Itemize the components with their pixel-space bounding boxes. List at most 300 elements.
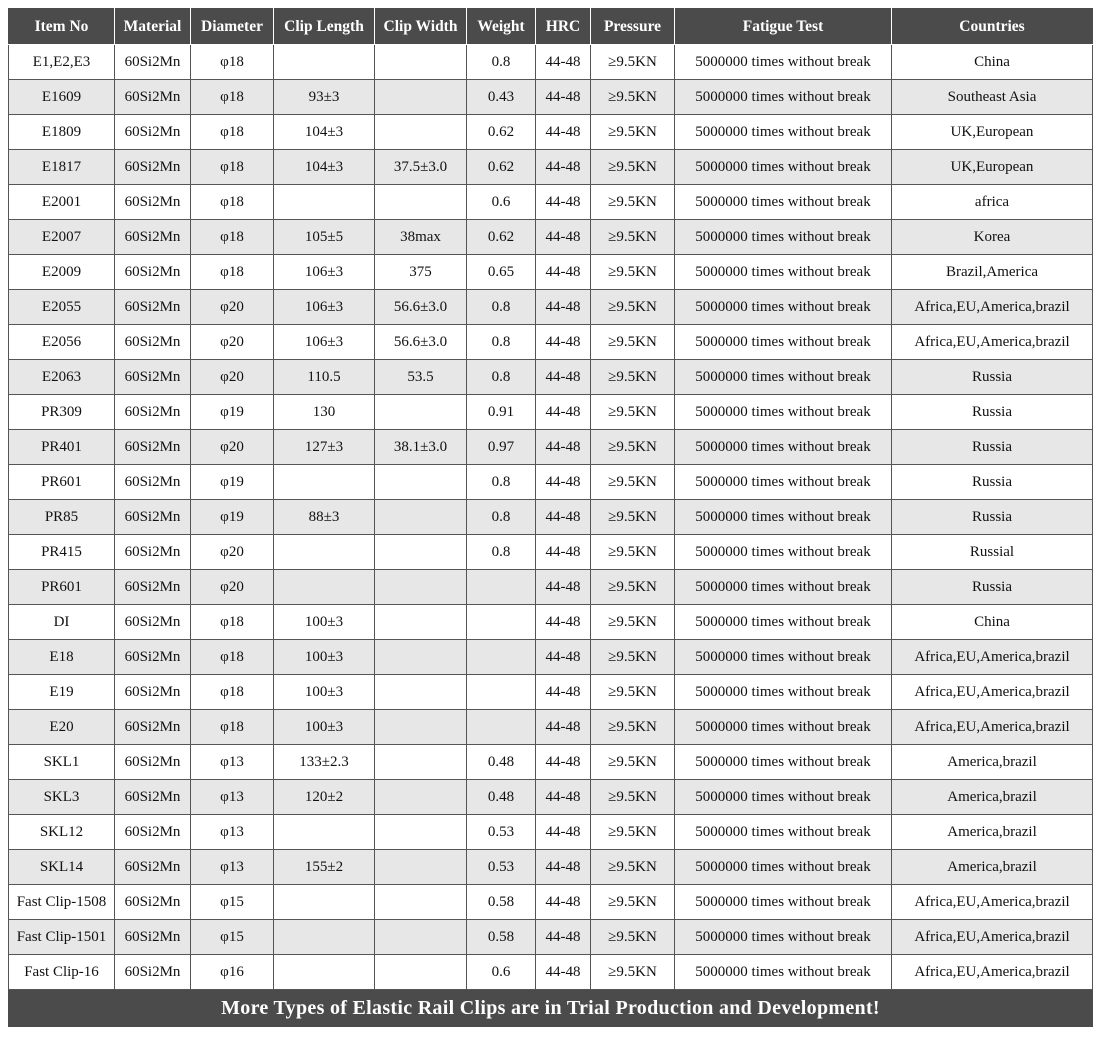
table-row: [9, 710, 1093, 745]
table-cell: [375, 115, 467, 150]
table-cell: 60Si2Mn: [115, 80, 191, 115]
table-cell: 5000000 times without break: [675, 45, 892, 80]
table-cell: 5000000 times without break: [675, 150, 892, 185]
table-cell: 44-48: [536, 850, 591, 885]
table-cell: [375, 815, 467, 850]
table-cell: 44-48: [536, 920, 591, 955]
table-cell: [375, 535, 467, 570]
table-cell: φ18: [191, 710, 274, 745]
table-cell: 0.58: [467, 885, 536, 920]
table-cell: ≥9.5KN: [591, 325, 675, 360]
table-cell: 0.43: [467, 80, 536, 115]
table-cell: 60Si2Mn: [115, 920, 191, 955]
table-cell: 106±3: [274, 325, 375, 360]
table-cell: φ20: [191, 360, 274, 395]
table-cell: 60Si2Mn: [115, 325, 191, 360]
table-cell: φ19: [191, 465, 274, 500]
table-cell: 0.8: [467, 360, 536, 395]
table-cell: 60Si2Mn: [115, 605, 191, 640]
table-cell: ≥9.5KN: [591, 115, 675, 150]
table-cell: 44-48: [536, 360, 591, 395]
table-cell: 5000000 times without break: [675, 850, 892, 885]
table-cell: ≥9.5KN: [591, 500, 675, 535]
table-cell: 44-48: [536, 80, 591, 115]
table-cell: 56.6±3.0: [375, 325, 467, 360]
table-cell: ≥9.5KN: [591, 535, 675, 570]
table-cell: φ15: [191, 885, 274, 920]
table-cell: [274, 815, 375, 850]
table-cell: ≥9.5KN: [591, 290, 675, 325]
table-cell: 44-48: [536, 45, 591, 80]
table-cell: 100±3: [274, 675, 375, 710]
table-cell: E1609: [9, 80, 115, 115]
table-cell: Korea: [892, 220, 1093, 255]
table-row: [9, 360, 1093, 395]
table-cell: 60Si2Mn: [115, 955, 191, 990]
table-row: [9, 605, 1093, 640]
table-cell: 60Si2Mn: [115, 220, 191, 255]
table-cell: ≥9.5KN: [591, 955, 675, 990]
table-cell: [375, 885, 467, 920]
table-cell: Fast Clip-16: [9, 955, 115, 990]
table-cell: 60Si2Mn: [115, 780, 191, 815]
table-row: [9, 955, 1093, 990]
table-cell: E2007: [9, 220, 115, 255]
table-cell: 44-48: [536, 465, 591, 500]
table-cell: 0.8: [467, 325, 536, 360]
table-cell: [375, 465, 467, 500]
table-cell: 0.91: [467, 395, 536, 430]
table-cell: Russia: [892, 395, 1093, 430]
table-cell: Africa,EU,America,brazil: [892, 955, 1093, 990]
table-cell: E18: [9, 640, 115, 675]
table-row: [9, 745, 1093, 780]
table-cell: 60Si2Mn: [115, 640, 191, 675]
table-cell: 44-48: [536, 220, 591, 255]
table-row: [9, 185, 1093, 220]
table-cell: φ18: [191, 640, 274, 675]
table-cell: 130: [274, 395, 375, 430]
table-cell: φ20: [191, 570, 274, 605]
table-cell: 44-48: [536, 815, 591, 850]
table-cell: [375, 395, 467, 430]
table-cell: America,brazil: [892, 815, 1093, 850]
table-cell: 5000000 times without break: [675, 710, 892, 745]
table-cell: 5000000 times without break: [675, 815, 892, 850]
table-row: [9, 920, 1093, 955]
table-cell: Africa,EU,America,brazil: [892, 675, 1093, 710]
table-cell: UK,European: [892, 150, 1093, 185]
table-cell: 5000000 times without break: [675, 220, 892, 255]
table-cell: 44-48: [536, 290, 591, 325]
table-cell: America,brazil: [892, 745, 1093, 780]
table-row: [9, 640, 1093, 675]
table-cell: Africa,EU,America,brazil: [892, 290, 1093, 325]
table-row: [9, 885, 1093, 920]
table-header: [9, 9, 1093, 45]
table-cell: Africa,EU,America,brazil: [892, 325, 1093, 360]
table-cell: [375, 675, 467, 710]
table-cell: 106±3: [274, 290, 375, 325]
table-cell: ≥9.5KN: [591, 255, 675, 290]
table-row: [9, 290, 1093, 325]
table-cell: [375, 780, 467, 815]
table-cell: 0.48: [467, 745, 536, 780]
table-cell: φ13: [191, 745, 274, 780]
table-cell: 60Si2Mn: [115, 815, 191, 850]
table-cell: 0.65: [467, 255, 536, 290]
table-cell: φ20: [191, 430, 274, 465]
column-header-hrc: HRC: [536, 9, 591, 45]
table-cell: 44-48: [536, 535, 591, 570]
table-cell: 44-48: [536, 605, 591, 640]
column-header-diameter: Diameter: [191, 9, 274, 45]
table-cell: 0.53: [467, 850, 536, 885]
table-cell: ≥9.5KN: [591, 815, 675, 850]
table-cell: φ13: [191, 780, 274, 815]
table-cell: 5000000 times without break: [675, 185, 892, 220]
table-cell: [467, 640, 536, 675]
table-cell: ≥9.5KN: [591, 570, 675, 605]
table-cell: φ19: [191, 500, 274, 535]
rail-clip-spec-sheet: [8, 8, 1092, 1027]
table-cell: E1817: [9, 150, 115, 185]
table-cell: 100±3: [274, 640, 375, 675]
table-cell: 44-48: [536, 185, 591, 220]
table-cell: 0.58: [467, 920, 536, 955]
table-cell: E2056: [9, 325, 115, 360]
table-cell: Africa,EU,America,brazil: [892, 885, 1093, 920]
table-cell: SKL1: [9, 745, 115, 780]
table-cell: China: [892, 605, 1093, 640]
table-row: [9, 255, 1093, 290]
column-header-pressure: Pressure: [591, 9, 675, 45]
table-row: [9, 780, 1093, 815]
table-cell: E20: [9, 710, 115, 745]
table-cell: 104±3: [274, 150, 375, 185]
table-cell: 5000000 times without break: [675, 605, 892, 640]
table-cell: [375, 80, 467, 115]
table-cell: Brazil,America: [892, 255, 1093, 290]
table-cell: 60Si2Mn: [115, 850, 191, 885]
table-cell: SKL14: [9, 850, 115, 885]
table-cell: ≥9.5KN: [591, 640, 675, 675]
table-cell: China: [892, 45, 1093, 80]
table-cell: φ20: [191, 290, 274, 325]
table-cell: ≥9.5KN: [591, 675, 675, 710]
table-cell: 93±3: [274, 80, 375, 115]
column-header-clip-width: Clip Width: [375, 9, 467, 45]
table-cell: Russia: [892, 430, 1093, 465]
table-cell: Africa,EU,America,brazil: [892, 920, 1093, 955]
table-cell: 44-48: [536, 115, 591, 150]
table-row: [9, 115, 1093, 150]
table-cell: [274, 955, 375, 990]
table-cell: PR601: [9, 465, 115, 500]
table-cell: 60Si2Mn: [115, 360, 191, 395]
table-cell: 5000000 times without break: [675, 395, 892, 430]
table-cell: 5000000 times without break: [675, 920, 892, 955]
table-cell: 5000000 times without break: [675, 640, 892, 675]
table-cell: Southeast Asia: [892, 80, 1093, 115]
table-cell: E19: [9, 675, 115, 710]
table-cell: ≥9.5KN: [591, 430, 675, 465]
table-cell: 60Si2Mn: [115, 570, 191, 605]
table-cell: 44-48: [536, 745, 591, 780]
table-cell: 5000000 times without break: [675, 325, 892, 360]
table-cell: 44-48: [536, 430, 591, 465]
table-cell: 88±3: [274, 500, 375, 535]
table-cell: 0.62: [467, 220, 536, 255]
table-cell: 0.97: [467, 430, 536, 465]
table-cell: φ18: [191, 185, 274, 220]
table-cell: Fast Clip-1501: [9, 920, 115, 955]
table-cell: 100±3: [274, 605, 375, 640]
table-cell: ≥9.5KN: [591, 220, 675, 255]
table-cell: 60Si2Mn: [115, 150, 191, 185]
table-cell: Russia: [892, 570, 1093, 605]
table-cell: 44-48: [536, 955, 591, 990]
table-cell: [467, 675, 536, 710]
table-cell: 5000000 times without break: [675, 430, 892, 465]
column-header-fatigue-test: Fatigue Test: [675, 9, 892, 45]
table-cell: 0.48: [467, 780, 536, 815]
table-cell: 56.6±3.0: [375, 290, 467, 325]
table-cell: [274, 570, 375, 605]
table-cell: 44-48: [536, 570, 591, 605]
table-cell: E2009: [9, 255, 115, 290]
table-cell: 105±5: [274, 220, 375, 255]
table-cell: PR415: [9, 535, 115, 570]
table-cell: 5000000 times without break: [675, 80, 892, 115]
table-cell: ≥9.5KN: [591, 150, 675, 185]
table-cell: 38max: [375, 220, 467, 255]
table-cell: φ13: [191, 850, 274, 885]
table-cell: 60Si2Mn: [115, 500, 191, 535]
table-cell: 44-48: [536, 150, 591, 185]
table-cell: 100±3: [274, 710, 375, 745]
table-cell: [375, 710, 467, 745]
table-cell: E2055: [9, 290, 115, 325]
table-cell: 110.5: [274, 360, 375, 395]
table-cell: 44-48: [536, 710, 591, 745]
table-cell: φ18: [191, 255, 274, 290]
table-row: [9, 675, 1093, 710]
footer-banner: More Types of Elastic Rail Clips are in Trial Production and Development!: [9, 990, 1093, 1027]
table-cell: ≥9.5KN: [591, 80, 675, 115]
table-row: [9, 220, 1093, 255]
table-cell: 5000000 times without break: [675, 500, 892, 535]
table-cell: φ18: [191, 220, 274, 255]
table-cell: 5000000 times without break: [675, 255, 892, 290]
table-cell: Russia: [892, 360, 1093, 395]
table-cell: 44-48: [536, 675, 591, 710]
table-cell: [375, 955, 467, 990]
table-cell: ≥9.5KN: [591, 395, 675, 430]
table-cell: 5000000 times without break: [675, 115, 892, 150]
table-cell: [274, 885, 375, 920]
table-cell: [467, 605, 536, 640]
table-cell: 38.1±3.0: [375, 430, 467, 465]
column-header-material: Material: [115, 9, 191, 45]
table-cell: 60Si2Mn: [115, 45, 191, 80]
table-row: [9, 150, 1093, 185]
table-cell: DI: [9, 605, 115, 640]
table-cell: 104±3: [274, 115, 375, 150]
table-cell: [375, 570, 467, 605]
table-cell: 127±3: [274, 430, 375, 465]
table-cell: Russial: [892, 535, 1093, 570]
table-cell: [375, 920, 467, 955]
table-body: [9, 45, 1093, 990]
table-cell: PR601: [9, 570, 115, 605]
table-cell: [375, 745, 467, 780]
column-header-clip-length: Clip Length: [274, 9, 375, 45]
table-cell: ≥9.5KN: [591, 185, 675, 220]
table-row: [9, 45, 1093, 80]
table-cell: φ18: [191, 605, 274, 640]
table-cell: PR309: [9, 395, 115, 430]
table-cell: φ20: [191, 325, 274, 360]
table-cell: 60Si2Mn: [115, 255, 191, 290]
table-cell: Africa,EU,America,brazil: [892, 710, 1093, 745]
table-cell: 0.8: [467, 500, 536, 535]
table-cell: E1809: [9, 115, 115, 150]
table-cell: φ19: [191, 395, 274, 430]
table-cell: φ15: [191, 920, 274, 955]
table-cell: [274, 465, 375, 500]
table-cell: UK,European: [892, 115, 1093, 150]
table-cell: 60Si2Mn: [115, 675, 191, 710]
table-cell: φ18: [191, 45, 274, 80]
table-cell: 5000000 times without break: [675, 290, 892, 325]
table-cell: E2063: [9, 360, 115, 395]
table-cell: ≥9.5KN: [591, 465, 675, 500]
table-cell: America,brazil: [892, 850, 1093, 885]
table-cell: ≥9.5KN: [591, 360, 675, 395]
table-row: [9, 850, 1093, 885]
table-footer: [9, 990, 1093, 1027]
table-cell: 44-48: [536, 500, 591, 535]
table-cell: PR85: [9, 500, 115, 535]
table-cell: φ18: [191, 115, 274, 150]
header-row: [9, 9, 1093, 45]
table-cell: 5000000 times without break: [675, 570, 892, 605]
table-cell: 0.8: [467, 465, 536, 500]
table-cell: [467, 570, 536, 605]
table-cell: SKL3: [9, 780, 115, 815]
table-cell: 0.53: [467, 815, 536, 850]
table-cell: 44-48: [536, 780, 591, 815]
table-cell: Russia: [892, 500, 1093, 535]
table-cell: 5000000 times without break: [675, 675, 892, 710]
table-cell: E1,E2,E3: [9, 45, 115, 80]
table-row: [9, 815, 1093, 850]
table-cell: 5000000 times without break: [675, 745, 892, 780]
table-cell: 5000000 times without break: [675, 465, 892, 500]
table-cell: [375, 45, 467, 80]
table-cell: [375, 850, 467, 885]
table-row: [9, 395, 1093, 430]
table-cell: 44-48: [536, 325, 591, 360]
table-cell: φ16: [191, 955, 274, 990]
table-cell: ≥9.5KN: [591, 710, 675, 745]
table-cell: 60Si2Mn: [115, 185, 191, 220]
table-cell: 5000000 times without break: [675, 360, 892, 395]
table-cell: [375, 500, 467, 535]
rail-clip-spec-table: [8, 8, 1093, 1027]
table-cell: 0.6: [467, 955, 536, 990]
column-header-countries: Countries: [892, 9, 1093, 45]
table-row: [9, 570, 1093, 605]
table-cell: 53.5: [375, 360, 467, 395]
table-cell: [375, 640, 467, 675]
column-header-weight: Weight: [467, 9, 536, 45]
table-cell: ≥9.5KN: [591, 850, 675, 885]
table-cell: [467, 710, 536, 745]
table-cell: ≥9.5KN: [591, 780, 675, 815]
table-cell: ≥9.5KN: [591, 920, 675, 955]
table-cell: 44-48: [536, 255, 591, 290]
column-header-item-no: Item No: [9, 9, 115, 45]
table-cell: 0.8: [467, 535, 536, 570]
table-cell: 60Si2Mn: [115, 885, 191, 920]
table-cell: 120±2: [274, 780, 375, 815]
table-cell: africa: [892, 185, 1093, 220]
table-cell: PR401: [9, 430, 115, 465]
table-cell: 0.6: [467, 185, 536, 220]
table-cell: φ18: [191, 150, 274, 185]
table-cell: [274, 185, 375, 220]
table-cell: [375, 185, 467, 220]
table-row: [9, 500, 1093, 535]
table-cell: ≥9.5KN: [591, 745, 675, 780]
table-cell: 60Si2Mn: [115, 535, 191, 570]
table-cell: Africa,EU,America,brazil: [892, 640, 1093, 675]
table-cell: E2001: [9, 185, 115, 220]
table-cell: 5000000 times without break: [675, 885, 892, 920]
table-cell: 60Si2Mn: [115, 115, 191, 150]
table-cell: [274, 45, 375, 80]
table-cell: 60Si2Mn: [115, 745, 191, 780]
table-cell: 0.8: [467, 45, 536, 80]
table-cell: 0.62: [467, 115, 536, 150]
table-cell: [274, 535, 375, 570]
table-cell: ≥9.5KN: [591, 605, 675, 640]
table-cell: 37.5±3.0: [375, 150, 467, 185]
table-cell: 60Si2Mn: [115, 290, 191, 325]
table-cell: 5000000 times without break: [675, 780, 892, 815]
table-cell: 44-48: [536, 395, 591, 430]
table-cell: Fast Clip-1508: [9, 885, 115, 920]
table-row: [9, 325, 1093, 360]
table-cell: Russia: [892, 465, 1093, 500]
table-cell: 0.62: [467, 150, 536, 185]
table-row: [9, 430, 1093, 465]
table-row: [9, 465, 1093, 500]
table-cell: SKL12: [9, 815, 115, 850]
table-cell: America,brazil: [892, 780, 1093, 815]
table-cell: φ20: [191, 535, 274, 570]
table-cell: φ18: [191, 675, 274, 710]
table-cell: 60Si2Mn: [115, 465, 191, 500]
table-cell: 0.8: [467, 290, 536, 325]
table-cell: φ13: [191, 815, 274, 850]
table-cell: 60Si2Mn: [115, 395, 191, 430]
table-row: [9, 535, 1093, 570]
table-cell: ≥9.5KN: [591, 885, 675, 920]
table-cell: 60Si2Mn: [115, 710, 191, 745]
